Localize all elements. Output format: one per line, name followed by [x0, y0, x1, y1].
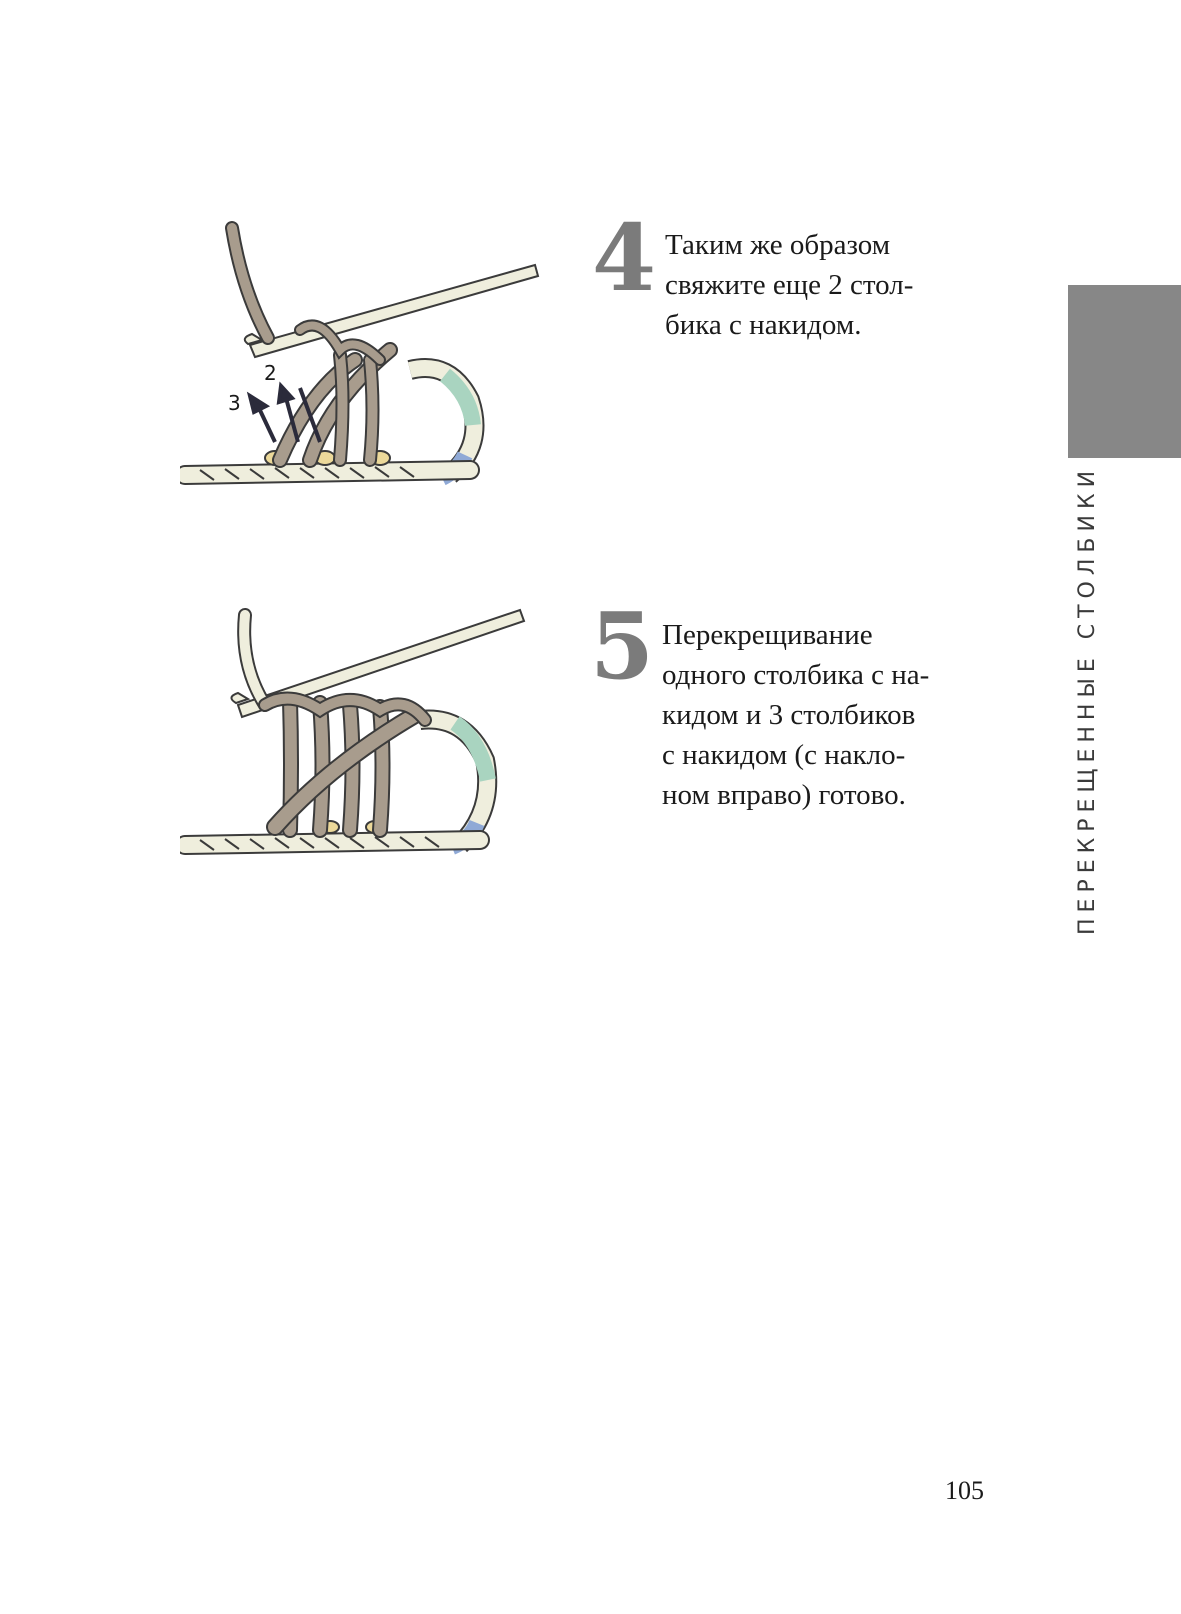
- arrow-label-3: 3: [228, 391, 241, 415]
- page-number: 105: [945, 1476, 984, 1505]
- step-5-number: 5: [590, 592, 655, 700]
- base-chain: [185, 451, 470, 480]
- step-4-text: Таким же образом свяжите еще 2 стол- бика с накидом.: [665, 229, 914, 341]
- chapter-tab: [1068, 285, 1181, 458]
- base-chain: [185, 821, 480, 850]
- chapter-title: ПЕРЕКРЕЩЕННЫЕ СТОЛБИКИ: [1075, 464, 1100, 935]
- stitches: [265, 699, 425, 830]
- step-4-number: 4: [592, 204, 657, 312]
- figure-step-4: [180, 220, 560, 520]
- step-5-text: Перекрещивание одного столбика с на- кидом и 3 столбиков с накидом (с накло- ном вправо) готово.: [662, 619, 930, 811]
- arrow-label-2: 2: [264, 361, 277, 385]
- figure-step-5: [180, 595, 560, 895]
